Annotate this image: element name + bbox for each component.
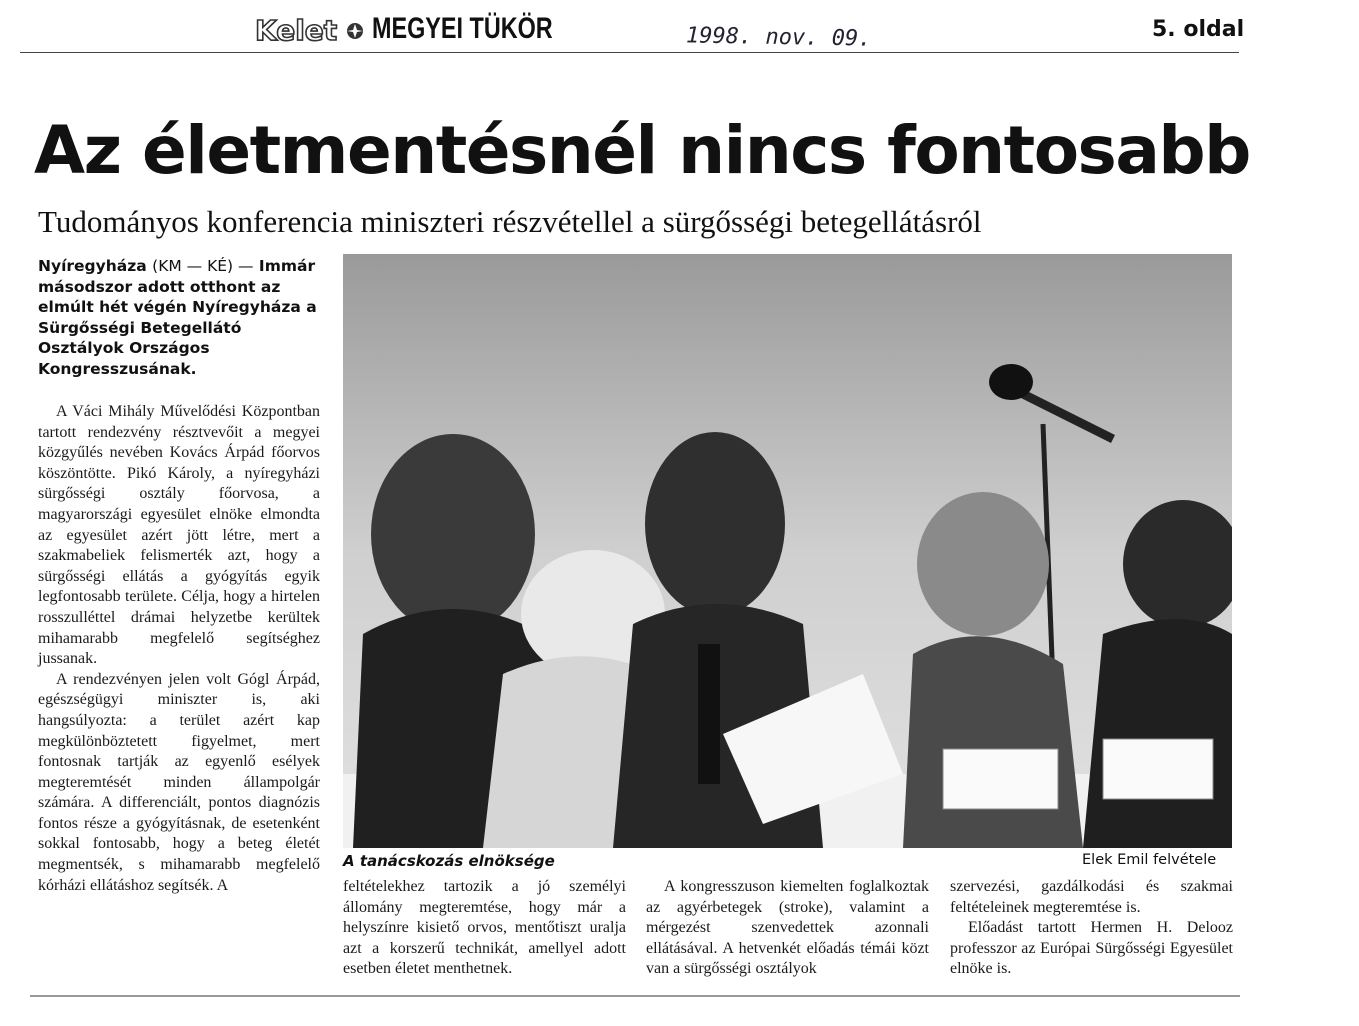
newspaper-brand: Kelet <box>255 14 338 47</box>
article-column-2 <box>343 877 626 980</box>
photo-illustration <box>343 254 1232 848</box>
body-paragraph: A rendezvényen jelen volt Gógl Árpád, egészségügyi miniszter is, aki hangsúlyozta: a terület azért kap megkülönböztetett figyelmet, mert fontosnak tartják az egyenlő esélyek megteremtését minden állampolgár számára. A differenciált, pontos diagnózis fontos része a gyógyításnak, de esetenként sokkal fontosabb, hogy a beteg életét megmentsék, s mihamarabb megfelelő kórházi ellátáshoz segítsék. A <box>38 670 320 894</box>
page-number: 5. oldal <box>1152 17 1245 42</box>
article-column-3 <box>646 877 929 980</box>
section-title: MEGYEI TÜKÖR <box>372 12 553 45</box>
article-column-1 <box>38 402 320 896</box>
photo-credit: Elek Emil felvétele <box>1082 852 1217 868</box>
body-paragraph: Előadást tartott Hermen H. Delooz professzor az Európai Sürgősségi Egyesület elnöke is. <box>950 919 1233 978</box>
press-photo <box>343 254 1232 848</box>
agency-tag: (KM — KÉ) — <box>152 257 254 275</box>
brand-star-icon <box>345 22 365 40</box>
lead-text: Immár másodszor adott otthont az elmúlt hét végén Nyíregyháza a Sürgősségi Betegellátó Osztályok Országos Kongresszusának. <box>38 257 317 378</box>
subheadline: Tudományos konferencia miniszteri részvétellel a sürgősségi betegellátásról <box>38 204 982 239</box>
body-paragraph: szervezési, gazdálkodási és szakmai feltételeinek megteremtése is. <box>950 878 1233 916</box>
dateline: Nyíregyháza <box>38 257 147 275</box>
handwritten-date: 1998. nov. 09. <box>685 23 872 52</box>
bottom-rule <box>30 995 1240 997</box>
photo-caption: A tanácskozás elnöksége <box>343 852 555 870</box>
header-rule <box>20 52 1239 53</box>
article-column-4 <box>950 877 1233 980</box>
body-paragraph: feltételekhez tartozik a jó személyi állomány megteremtése, hogy már a helyszínre kisiető orvos, mentőtiszt uralja azt a korszerű technikát, amellyel adott esetben életet menthetnek. <box>343 878 626 978</box>
headline: Az életmentésnél nincs fontosabb <box>34 112 1250 189</box>
lead-paragraph <box>38 256 320 379</box>
body-paragraph: A kongresszuson kiemelten foglalkoztak az agyérbetegek (stroke), valamint a mérgezést szenvedettek azonnali ellátásával. A hetvenkét előadás témái közt van a sürgősségi osztályok <box>646 878 929 978</box>
body-paragraph: A Váci Mihály Művelődési Központban tartott rendezvény résztvevőit a megyei közgyűlés nevében Kovács Árpád főorvos köszöntötte. Pikó Károly, a nyíregyházi sürgősségi osztály főorvosa, a magyarországi egyesület elnöke elmondta az egyesület azért jött létre, mert a szakmabeliek felismerték azt, hogy a sürgősségi ellátás a gyógyítás egyik legfontosabb területe. Célja, hogy a hirtelen rosszulléttel drámai helyzetbe kerültek mihamarabb megfelelő segítséghez jussanak. <box>38 403 320 668</box>
